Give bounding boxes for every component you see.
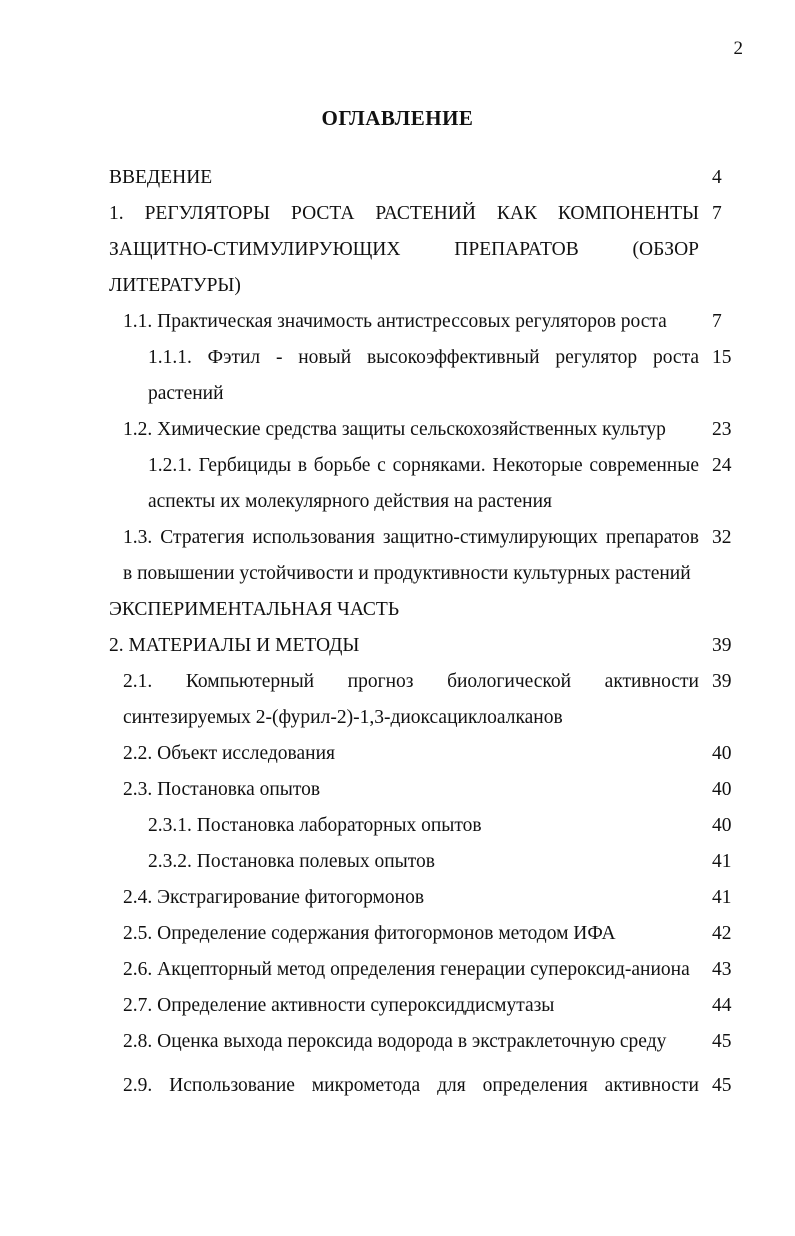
page-title: ОГЛАВЛЕНИЕ: [321, 106, 474, 130]
toc-entry: [0, 880, 795, 916]
toc-entry: [0, 628, 795, 664]
toc-entry-text: 2.1. Компьютерный прогноз биологической активности синтезируемых 2-(фурил-2)-1,3-диоксациклоалканов: [123, 671, 699, 728]
toc-entry-page: 41: [712, 851, 732, 872]
toc-entry: [0, 1068, 795, 1104]
toc-entry: [0, 1024, 795, 1060]
toc-entry: [0, 844, 795, 880]
page-number: 2: [733, 38, 743, 59]
toc-entry-text: 1.1. Практическая значимость антистрессовых регуляторов роста: [123, 311, 667, 332]
toc-entry-page: 39: [712, 635, 732, 656]
toc-entry-page: 15: [712, 347, 732, 368]
toc-entry-page: 45: [712, 1075, 732, 1096]
toc-entry-page: 7: [712, 203, 722, 224]
toc-entry-page: 44: [712, 995, 732, 1016]
toc-entry: [0, 916, 795, 952]
toc-entry: [0, 160, 795, 196]
toc-entry-page: 39: [712, 671, 732, 692]
toc-entry: [0, 412, 795, 448]
toc-entry-text: 2. МАТЕРИАЛЫ И МЕТОДЫ: [109, 635, 360, 656]
toc-entry-page: 40: [712, 743, 732, 764]
toc-entry-page: 42: [712, 923, 732, 944]
toc-entry: [0, 952, 795, 988]
toc-entry-text: 2.3. Постановка опытов: [123, 779, 321, 800]
toc-entry-page: 4: [712, 167, 722, 188]
toc-entry-text: ЭКСПЕРИМЕНТАЛЬНАЯ ЧАСТЬ: [109, 599, 400, 620]
toc-entry-text: 2.8. Оценка выхода пероксида водорода в экстраклеточную среду: [123, 1031, 667, 1052]
toc-entry-page: 23: [712, 419, 732, 440]
toc-entry-page: 41: [712, 887, 732, 908]
toc-entry-text: 1.2. Химические средства защиты сельскохозяйственных культур: [123, 419, 666, 440]
toc-entry-text: 2.6. Акцепторный метод определения генерации супероксид-аниона: [123, 959, 690, 980]
toc-entry: [0, 736, 795, 772]
toc-entry-text: 1.2.1. Гербициды в борьбе с сорняками. Некоторые современные аспекты их молекулярного действия на растения: [148, 455, 699, 512]
toc-entry-text: 2.4. Экстрагирование фитогормонов: [123, 887, 425, 908]
toc-entry-page: 24: [712, 455, 732, 476]
toc-entry-text: 2.3.2. Постановка полевых опытов: [148, 851, 435, 872]
toc-entry-page: 40: [712, 815, 732, 836]
toc-entry: [0, 448, 795, 520]
toc-entry: [0, 304, 795, 340]
toc-entry-text: 1.1.1. Фэтил - новый высокоэффективный регулятор роста растений: [148, 347, 699, 404]
toc-entry-text: 2.5. Определение содержания фитогормонов методом ИФА: [123, 923, 616, 944]
toc-entry-text: 2.9. Использование микрометода для определения активности: [123, 1075, 699, 1096]
toc-entry: [0, 196, 795, 304]
toc-entry-page: 7: [712, 311, 722, 332]
toc-entry: [0, 340, 795, 412]
toc-entry: [0, 520, 795, 592]
toc-entry-text: 2.3.1. Постановка лабораторных опытов: [148, 815, 482, 836]
toc-entry-page: 32: [712, 527, 732, 548]
toc-entry: [0, 988, 795, 1024]
toc-entry: [0, 772, 795, 808]
table-of-contents: [0, 160, 795, 1104]
toc-entry: [0, 592, 795, 628]
toc-entry-page: 43: [712, 959, 732, 980]
toc-entry-text: 2.7. Определение активности супероксиддисмутазы: [123, 995, 555, 1016]
toc-entry-text: 1.3. Стратегия использования защитно-стимулирующих препаратов в повышении устойчивости и продуктивности культурных растений: [123, 527, 699, 584]
toc-entry: [0, 808, 795, 844]
toc-entry-text: 1. РЕГУЛЯТОРЫ РОСТА РАСТЕНИЙ КАК КОМПОНЕНТЫ ЗАЩИТНО-СТИМУЛИРУЮЩИХ ПРЕПАРАТОВ (ОБЗОР ЛИТЕРАТУРЫ): [109, 203, 699, 296]
toc-entry-page: 45: [712, 1031, 732, 1052]
toc-entry: [0, 664, 795, 736]
toc-entry-page: 40: [712, 779, 732, 800]
toc-entry-text: 2.2. Объект исследования: [123, 743, 335, 764]
toc-entry-text: ВВЕДЕНИЕ: [109, 167, 213, 188]
